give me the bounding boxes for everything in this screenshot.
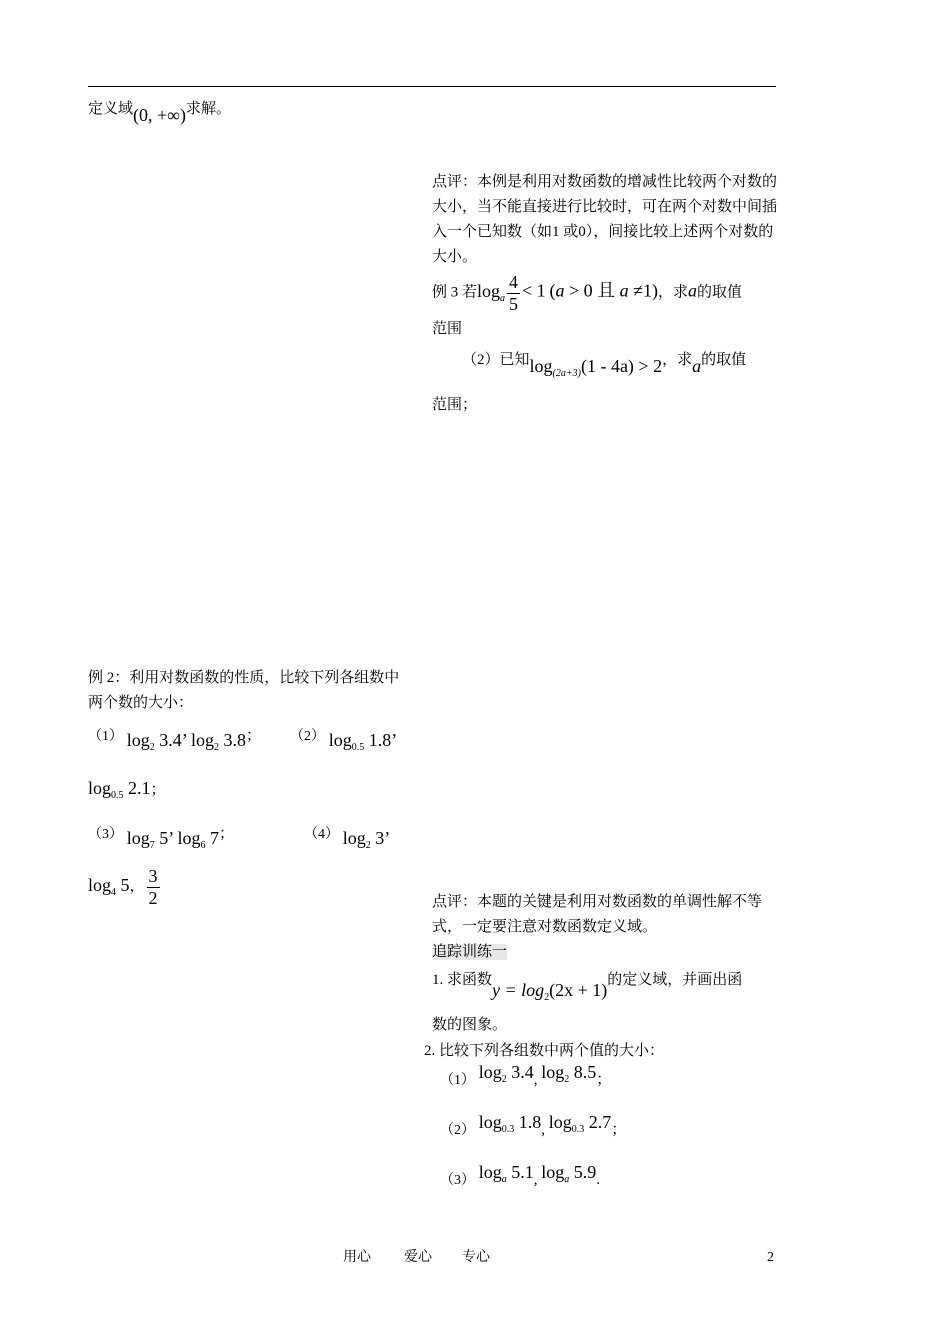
domain-math: (0, +∞) [133, 105, 186, 125]
footer-motto-3: 专心 [462, 1250, 490, 1265]
item-3-math: $\log_7 5$’ $\log_6 7$ [126, 828, 219, 851]
domain-line [88, 97, 232, 125]
example-2-item-4 [304, 822, 391, 851]
item-4-math-a: $\log_2 3$’ [342, 828, 391, 851]
example-3-line2: 范围 [432, 321, 463, 337]
domain-prefix: 定义域 [88, 101, 134, 117]
training-q2-title: 2. 比较下列各组数中两个值的大小： [424, 1043, 665, 1059]
page-number: 2 [767, 1250, 774, 1265]
item-1-end: ； [245, 728, 261, 744]
example-3-ineq: < 1 [522, 280, 546, 301]
example-3-label: 例 3 若 [432, 284, 478, 301]
item-4-label: （4） [304, 827, 339, 842]
footer-motto-2: 爱心 [404, 1250, 432, 1265]
q1-suffix: 的定义域，并画出函 [607, 972, 743, 988]
example-2-item-3: （3） $\log_7 5$’ $\log_6 7$； [88, 826, 234, 851]
example-3-ask: ，求 [657, 284, 688, 301]
item-2-math-a: $\log_{0.5} 1.8$’ [328, 730, 398, 753]
domain-suffix: 求解。 [186, 101, 232, 117]
q1-prefix: 1. 求函数 [432, 972, 493, 988]
example-3-part2 [462, 348, 747, 379]
q2-item-1: （1） $\log_2 3.4$, $\log_2 8.5$； [440, 1062, 612, 1088]
footer-motto-1: 用心 [343, 1250, 371, 1265]
example-3 [432, 272, 742, 314]
comment-2: 点评：本题的关键是利用对数函数的单调性解不等式，一定要注意对数函数定义域。 [432, 894, 763, 935]
item-4-math-b: $\log_4 5$ [88, 874, 130, 898]
item-4-fraction: $\frac{3}{2}$ [148, 866, 158, 908]
example-2-item-4-cont: $\log_4 5$， $\frac{3}{2}$ [88, 866, 158, 908]
example-3-part2-ask: ，求 [662, 352, 693, 368]
item-2-label: （2） [290, 729, 325, 744]
q1-math: $y = \log_2(2x + 1)$ [492, 980, 608, 1003]
item-2-math-b: $\log_{0.5} 2.1$ [88, 778, 151, 801]
example-3-part2-tail: 的取值 [701, 352, 747, 368]
item-1-label: （1） [88, 729, 123, 744]
example-3-fraction: $\frac{4}{5}$ [509, 272, 519, 314]
example-2-text: 例 2：利用对数函数的性质，比较下列各组数中两个数的大小： [88, 670, 400, 711]
example-3-part2-math: $\log_{(2a+3)}(1 - 4a) > 2$ [529, 356, 663, 379]
training-title: 追踪训练一 [432, 944, 508, 960]
training-q1 [432, 968, 743, 1003]
example-3-condition: (a > 0 且 a ≠1) [549, 280, 658, 301]
q2-item-3: （3） $\log_a 5.1$, $\log_a 5.9$. [440, 1162, 601, 1188]
example-2-item-1 [88, 724, 261, 753]
comment-1: 点评：本例是利用对数函数的增减性比较两个对数的大小，当不能直接进行比较时，可在两个对数中间插入一个已知数（如1 或0），间接比较上述两个对数的大小。 [432, 174, 778, 265]
example-2-item-2 [290, 724, 398, 753]
example-3-var: a [687, 280, 697, 301]
example-3-part2-label: （2）已知 [462, 352, 530, 368]
header-rule [88, 86, 776, 87]
item-1-math: $\log_2 3.4$’ $\log_2 3.8$ [126, 730, 246, 753]
example-3-tail: 的取值 [696, 284, 742, 301]
example-2-item-2-cont: $\log_{0.5} 2.1$； [88, 778, 166, 801]
q2-item-2: （2） $\log_{0.3} 1.8$, $\log_{0.3} 2.7$； [440, 1112, 627, 1138]
example-3-part2-line2: 范围； [432, 397, 478, 413]
example-3-log: $\log_a$ [477, 280, 506, 304]
example-3-part2-var: a [692, 356, 702, 376]
item-3-label: （3） [88, 827, 123, 842]
training-q1-line2: 数的图象。 [432, 1017, 508, 1033]
